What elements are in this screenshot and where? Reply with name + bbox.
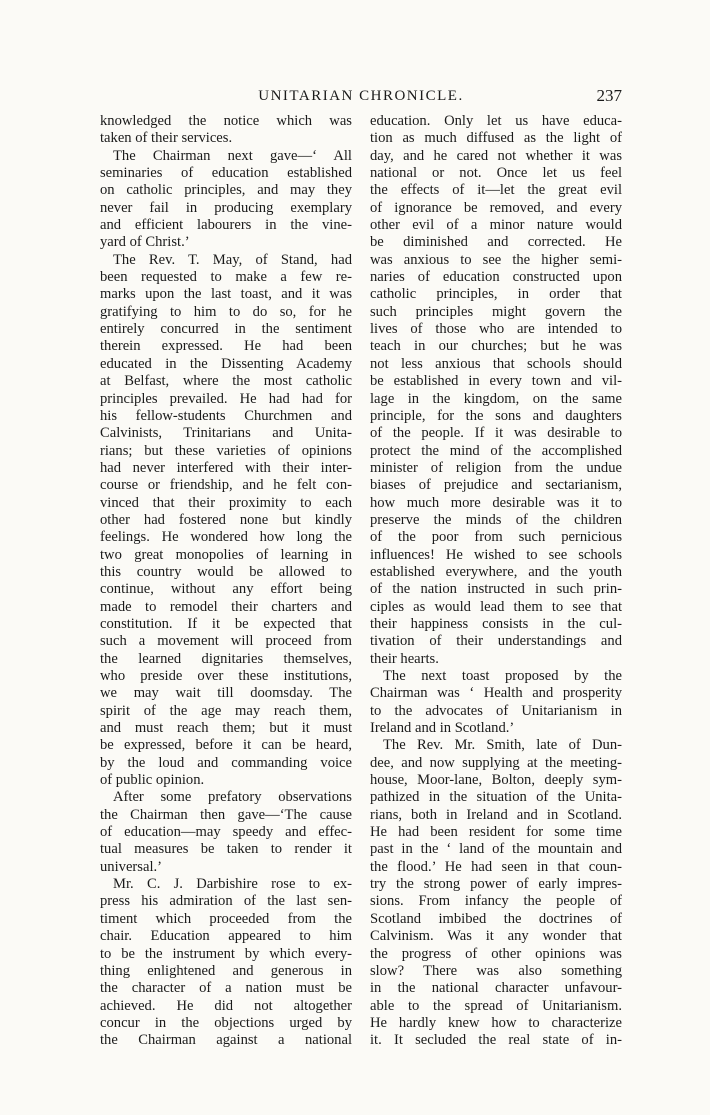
- text-line: ciples as would lead them to see that: [370, 598, 622, 615]
- text-line: The Rev. Mr. Smith, late of Dun-: [383, 737, 622, 754]
- text-line: such principles might govern the: [370, 303, 622, 320]
- text-line: universal.’: [100, 858, 163, 875]
- text-line: He hardly knew how to characterize: [370, 1014, 622, 1031]
- text-line: the flood.’ He had seen in that coun-: [370, 858, 622, 875]
- text-line: by the loud and commanding voice: [100, 754, 352, 771]
- text-line: gratifying to him to do so, for he: [100, 303, 352, 320]
- left-column: [100, 113, 352, 1050]
- text-line: dee, and now supplying at the meeting-: [370, 754, 622, 771]
- text-line: yard of Christ.’: [100, 234, 190, 251]
- page-header: [100, 88, 622, 110]
- text-line: lage in the kingdom, on the same: [370, 390, 622, 407]
- text-line: other evil of a minor nature would: [370, 217, 622, 234]
- text-line: able to the spread of Unitarianism.: [370, 997, 622, 1014]
- text-line: be established in every town and vil-: [370, 373, 622, 390]
- text-line: the Chairman then gave—‘The cause: [100, 806, 352, 823]
- text-line: knowledged the notice which was: [100, 113, 352, 129]
- text-line: house, Moor-lane, Bolton, deeply sym-: [370, 772, 622, 789]
- text-line: the learned dignitaries themselves,: [100, 650, 352, 667]
- text-line: been requested to make a few re-: [100, 269, 352, 286]
- text-line: of public opinion.: [100, 772, 205, 789]
- text-line: established everywhere, and the youth: [370, 563, 622, 580]
- text-line: past in the ‘ land of the mountain and: [370, 841, 622, 858]
- text-line: lives of those who are intended to: [370, 321, 622, 338]
- text-line: their happiness consists in the cul-: [370, 615, 622, 632]
- text-line: never fail in producing exemplary: [100, 199, 352, 216]
- text-line: sions. From infancy the people of: [370, 893, 622, 910]
- text-line: feelings. He wondered how long the: [100, 529, 352, 546]
- text-line: chair. Education appeared to him: [100, 928, 352, 945]
- text-line: naries of education constructed upon: [370, 269, 622, 286]
- text-line: Ireland and in Scotland.’: [370, 720, 515, 737]
- text-line: influences! He wished to see schools: [370, 546, 622, 563]
- text-line: to be the instrument by which every-: [100, 945, 352, 962]
- text-line: we may wait till doomsday. The: [100, 685, 352, 702]
- text-line: The Chairman next gave—‘ All: [113, 147, 352, 164]
- text-line: the character of a nation must be: [100, 980, 352, 997]
- text-line: tion as much diffused as the light of: [370, 130, 622, 147]
- text-columns: [100, 113, 622, 1050]
- text-line: other had fostered none but kindly: [100, 511, 352, 528]
- text-line: thing enlightened and generous in: [100, 962, 352, 979]
- text-line: this country would be allowed to: [100, 563, 352, 580]
- text-line: it. It secluded the real state of in-: [370, 1032, 622, 1049]
- right-column: [370, 113, 622, 1050]
- text-line: vinced that their proximity to each: [100, 494, 352, 511]
- text-line: educated in the Dissenting Academy: [100, 355, 352, 372]
- text-line: He had been resident for some time: [370, 824, 622, 841]
- text-line: their hearts.: [370, 650, 439, 667]
- text-line: be diminished and corrected. He: [370, 234, 622, 251]
- page-number: 237: [596, 86, 622, 105]
- text-line: principle, for the sons and daughters: [370, 407, 622, 424]
- text-line: national or not. Once let us feel: [370, 165, 622, 182]
- text-line: Calvinists, Trinitarians and Unita-: [100, 425, 352, 442]
- text-line: of the nation instructed in such prin-: [370, 581, 622, 598]
- text-line: press his admiration of the last sen-: [100, 893, 352, 910]
- text-line: on catholic principles, and may they: [100, 182, 352, 199]
- text-line: entirely concurred in the sentiment: [100, 321, 352, 338]
- text-line: The Rev. T. May, of Stand, had: [113, 251, 352, 268]
- text-line: the progress of other opinions was: [370, 945, 622, 962]
- text-line: rians, both in Ireland and in Scotland.: [370, 806, 622, 823]
- text-line: had never interfered with their inter-: [100, 459, 352, 476]
- text-line: pathized in the situation of the Unita-: [370, 789, 622, 806]
- text-line: achieved. He did not altogether: [100, 997, 352, 1014]
- text-line: not less anxious that schools should: [370, 355, 622, 372]
- text-line: minister of religion from the undue: [370, 459, 622, 476]
- text-line: spirit of the age may reach them,: [100, 702, 352, 719]
- running-title: UNITARIAN CHRONICLE.: [258, 88, 464, 104]
- text-line: his fellow-students Churchmen and: [100, 407, 352, 424]
- text-line: of ignorance be removed, and every: [370, 199, 622, 216]
- text-line: taken of their services.: [100, 130, 233, 147]
- text-line: Chairman was ‘ Health and prosperity: [370, 685, 622, 702]
- text-line: catholic principles, in order that: [370, 286, 622, 303]
- text-line: The next toast proposed by the: [383, 668, 622, 684]
- text-line: such a movement will proceed from: [100, 633, 352, 650]
- text-line: of education—may speedy and effec-: [100, 824, 352, 841]
- text-line: made to remodel their charters and: [100, 598, 352, 615]
- text-line: concur in the objections urged by: [100, 1014, 352, 1031]
- text-line: tivation of their understandings and: [370, 633, 622, 650]
- text-line: Calvinism. Was it any wonder that: [370, 928, 622, 945]
- text-line: and efficient labourers in the vine-: [100, 217, 352, 234]
- text-line: at Belfast, where the most catholic: [100, 373, 352, 390]
- text-line: protect the mind of the accomplished: [370, 442, 622, 459]
- text-line: to the advocates of Unitarianism in: [370, 702, 622, 719]
- text-line: constitution. If it be expected that: [100, 615, 352, 632]
- text-line: education. Only let us have educa-: [370, 113, 622, 129]
- text-line: Mr. C. J. Darbishire rose to ex-: [113, 876, 352, 893]
- text-line: how much more desirable was it to: [370, 494, 622, 511]
- text-line: slow? There was also something: [370, 962, 622, 979]
- text-line: After some prefatory observations: [113, 789, 352, 806]
- text-line: timent which proceeded from the: [100, 910, 352, 927]
- text-line: preserve the minds of the children: [370, 511, 622, 528]
- text-line: be expressed, before it can be heard,: [100, 737, 352, 754]
- text-line: the effects of it—let the great evil: [370, 182, 622, 199]
- text-line: two great monopolies of learning in: [100, 546, 352, 563]
- text-line: of the poor from such pernicious: [370, 529, 622, 546]
- text-line: in the national character unfavour-: [370, 980, 622, 997]
- text-line: marks upon the last toast, and it was: [100, 286, 352, 303]
- text-line: of the people. If it was desirable to: [370, 425, 622, 442]
- text-line: tual measures be taken to render it: [100, 841, 352, 858]
- text-line: continue, without any effort being: [100, 581, 352, 598]
- text-line: teach in our churches; but he was: [370, 338, 622, 355]
- text-line: the Chairman against a national: [100, 1032, 352, 1049]
- text-line: principles prevailed. He had had for: [100, 390, 352, 407]
- text-line: and must reach them; but it must: [100, 720, 352, 737]
- text-line: try the strong power of early impres-: [370, 876, 622, 893]
- text-line: was anxious to see the higher semi-: [370, 251, 622, 268]
- text-line: seminaries of education established: [100, 165, 352, 182]
- text-line: biases of prejudice and sectarianism,: [370, 477, 622, 494]
- text-line: therein expressed. He had been: [100, 338, 352, 355]
- text-line: day, and he cared not whether it was: [370, 147, 622, 164]
- text-line: course or friendship, and he felt con-: [100, 477, 352, 494]
- text-line: Scotland imbibed the doctrines of: [370, 910, 622, 927]
- text-line: rians; but these varieties of opinions: [100, 442, 352, 459]
- text-line: who preside over these institutions,: [100, 668, 352, 684]
